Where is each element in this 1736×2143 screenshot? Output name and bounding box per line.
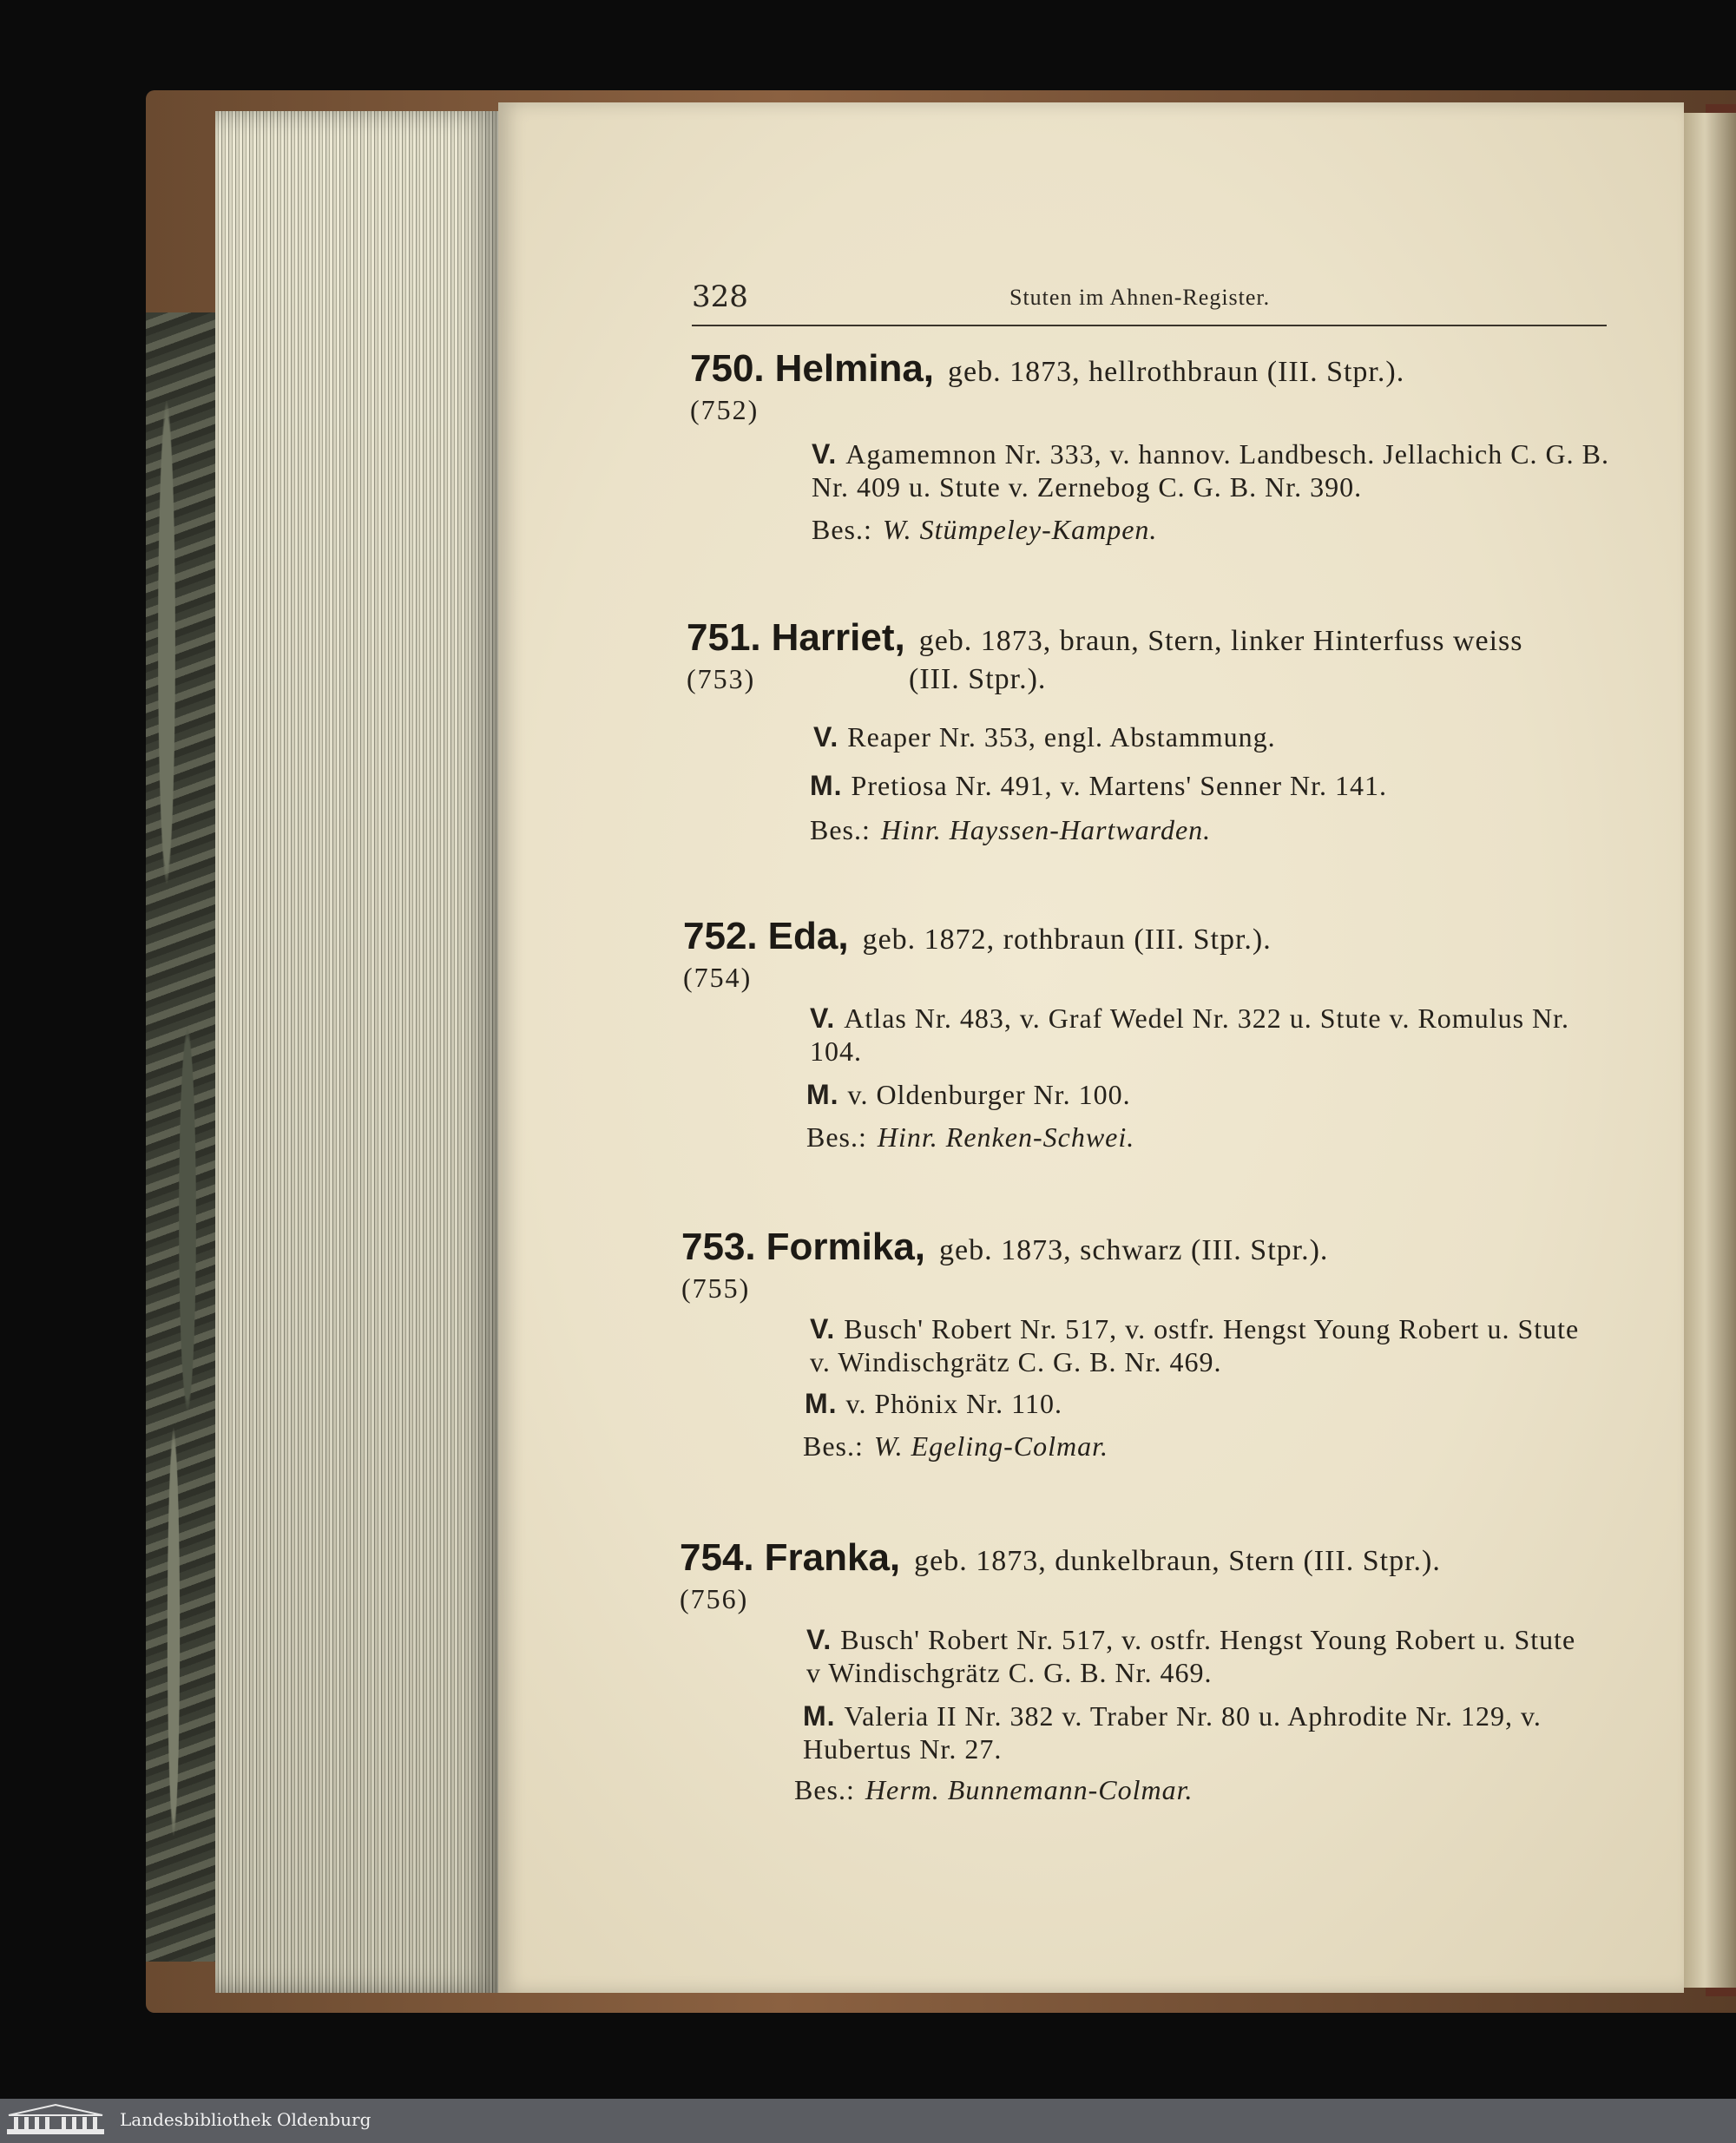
- entry-753: [681, 1226, 1610, 1469]
- entry-754: [680, 1536, 1610, 1814]
- dam-text: v. Oldenburger Nr. 100.: [847, 1079, 1131, 1110]
- entry-old-number: (752): [690, 394, 760, 425]
- entry-number: 751.: [687, 616, 761, 659]
- page-number: 328: [692, 279, 748, 314]
- owner-name: Hinr. Renken-Schwei.: [877, 1121, 1135, 1153]
- entry-description: geb. 1872, rothbraun (III. Stpr.).: [862, 924, 1272, 956]
- entry-name: Franka,: [764, 1536, 901, 1579]
- owner-line: [794, 1774, 1194, 1806]
- sire-line: [813, 720, 1603, 753]
- entry-750: [690, 347, 1610, 555]
- dam-tag: M.: [806, 1079, 839, 1110]
- dam-line: [805, 1387, 1600, 1420]
- entry-name: Formika,: [766, 1226, 926, 1268]
- marbled-cover-edge: [146, 312, 215, 1962]
- owner-line: [810, 814, 1211, 846]
- sire-text: Agamemnon Nr. 333, v. hannov. Landbesch. Jellachich C. G. B. Nr. 409 u. Stute v. Zernebog C. G. B. Nr. 390.: [812, 438, 1609, 503]
- entry-heading: [681, 1226, 1610, 1278]
- dam-tag: M.: [803, 1700, 836, 1732]
- sire-line: [810, 1002, 1600, 1068]
- owner-name: Herm. Bunnemann-Colmar.: [865, 1774, 1194, 1805]
- owner-line: [803, 1430, 1108, 1463]
- entry-heading: [690, 347, 1610, 399]
- entry-heading: [687, 616, 1610, 668]
- owner-line: [806, 1121, 1134, 1154]
- entry-number: 754.: [680, 1536, 754, 1579]
- sire-line: [810, 1312, 1600, 1378]
- owner-label: Bes.:: [806, 1121, 867, 1153]
- running-head: [692, 276, 1607, 326]
- entry-number: 752.: [683, 915, 758, 957]
- sire-line: [812, 437, 1610, 503]
- page-block-edges: [215, 111, 498, 1993]
- page-gutter: [1684, 113, 1736, 1988]
- dam-tag: M.: [810, 770, 843, 801]
- entry-name: Eda,: [767, 915, 849, 957]
- owner-name: Hinr. Hayssen-Hartwarden.: [880, 814, 1212, 845]
- sire-text: Reaper Nr. 353, engl. Abstammung.: [847, 721, 1276, 753]
- sire-text: Busch' Robert Nr. 517, v. ostfr. Hengst Young Robert u. Stute v Windischgrätz C. G. B. Nr. 469.: [806, 1624, 1576, 1688]
- dam-text: Valeria II Nr. 382 v. Traber Nr. 80 u. Aphrodite Nr. 129, v. Hubertus Nr. 27.: [803, 1700, 1542, 1765]
- sire-tag: V.: [810, 1002, 836, 1034]
- entry-number: 750.: [690, 347, 765, 390]
- entry-description: geb. 1873, dunkelbraun, Stern (III. Stpr.).: [914, 1545, 1441, 1577]
- dam-tag: M.: [805, 1388, 838, 1419]
- entry-description: geb. 1873, hellrothbraun (III. Stpr.).: [948, 356, 1405, 388]
- entry-old-number: (756): [680, 1583, 749, 1614]
- entry-751: [687, 616, 1610, 851]
- entry-old-number: (755): [681, 1272, 751, 1304]
- entry-name: Harriet,: [771, 616, 905, 659]
- entry-description: geb. 1873, schwarz (III. Stpr.).: [939, 1234, 1329, 1266]
- entry-heading: [683, 915, 1610, 967]
- owner-label: Bes.:: [812, 514, 872, 545]
- entry-description-continued: (III. Stpr.).: [909, 663, 1047, 695]
- sire-line: [806, 1623, 1598, 1689]
- owner-label: Bes.:: [803, 1430, 864, 1462]
- dam-line: [803, 1699, 1598, 1765]
- sire-tag: V.: [812, 438, 838, 470]
- sire-tag: V.: [810, 1313, 836, 1344]
- entry-description: geb. 1873, braun, Stern, linker Hinterfuss weiss: [918, 625, 1523, 657]
- footer-bar: [0, 2099, 1736, 2143]
- sire-text: Atlas Nr. 483, v. Graf Wedel Nr. 322 u. Stute v. Romulus Nr. 104.: [810, 1002, 1570, 1067]
- dam-line: [810, 769, 1603, 802]
- owner-label: Bes.:: [794, 1774, 855, 1805]
- sire-tag: V.: [806, 1624, 832, 1655]
- entry-752: [683, 915, 1610, 1158]
- owner-name: W. Stümpeley-Kampen.: [882, 514, 1158, 545]
- owner-line: [812, 514, 1157, 546]
- dam-text: Pretiosa Nr. 491, v. Martens' Senner Nr. 141.: [851, 770, 1388, 801]
- page-title: Stuten im Ahnen-Register.: [1009, 285, 1271, 310]
- sire-text: Busch' Robert Nr. 517, v. ostfr. Hengst Young Robert u. Stute v. Windischgrätz C. G. B. Nr. 469.: [810, 1313, 1580, 1377]
- owner-name: W. Egeling-Colmar.: [873, 1430, 1109, 1462]
- entry-heading: [680, 1536, 1610, 1588]
- header-rule: [692, 325, 1607, 326]
- dam-line: [806, 1078, 1600, 1111]
- sire-tag: V.: [813, 721, 839, 753]
- owner-label: Bes.:: [810, 814, 871, 845]
- dam-text: v. Phönix Nr. 110.: [845, 1388, 1062, 1419]
- entry-name: Helmina,: [774, 347, 935, 390]
- entry-old-number: (754): [683, 962, 753, 993]
- entry-old-number: (753): [687, 663, 756, 694]
- entry-number: 753.: [681, 1226, 756, 1268]
- library-building-icon: [5, 2103, 106, 2138]
- footer-label: Landesbibliothek Oldenburg: [120, 2109, 372, 2130]
